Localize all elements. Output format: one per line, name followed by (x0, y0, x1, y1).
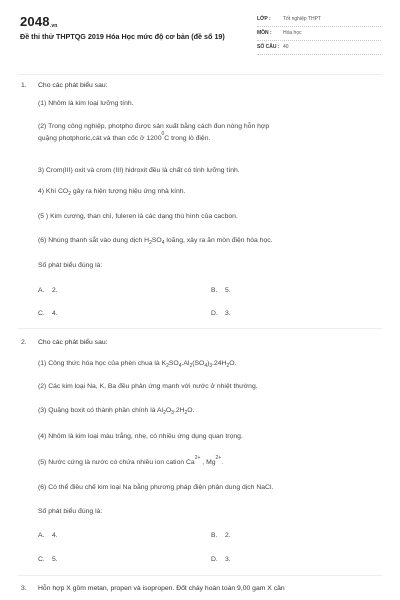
formula-part: O (165, 407, 172, 414)
meta-subject-value: Hóa học (283, 30, 302, 36)
option-letter: B. (211, 287, 218, 294)
statement-5: (5 ) Kim cương, than chì, fuleren là các dạng thù hình của cacbon. (38, 213, 238, 220)
statement-6-mid: SO (151, 237, 162, 244)
formula-part: (SO (192, 360, 205, 367)
option-value: 5. (225, 287, 231, 294)
option-c[interactable] (38, 310, 58, 317)
meta-grade-value: Tốt nghiệp THPT (283, 16, 321, 22)
meta-count-value: 40 (283, 44, 289, 50)
question-divider (18, 575, 382, 576)
option-d[interactable] (211, 310, 231, 317)
formula-part: SO (168, 360, 179, 367)
option-letter: B. (211, 532, 218, 539)
question-number: 1. (21, 82, 27, 89)
option-value: 2. (52, 287, 58, 294)
option-b[interactable] (211, 287, 231, 294)
statement-6 (38, 235, 380, 247)
option-value: 4. (52, 310, 58, 317)
option-c[interactable] (38, 556, 58, 563)
meta-grade (257, 14, 381, 27)
statement-5-post: . (221, 459, 224, 466)
formula-part: .Al (181, 360, 190, 367)
statement-4-pre: 4) Khí CO (38, 188, 69, 195)
option-value: 3. (225, 556, 231, 563)
option-letter: D. (211, 556, 218, 563)
logo-text: 2048 (20, 14, 50, 29)
exam-title: Đề thi thử THPTQG 2019 Hóa Học mức độ cơ bản (đề số 19) (20, 32, 225, 41)
option-b[interactable] (211, 532, 231, 539)
meta-subject (257, 28, 381, 41)
statement-6: (6) Có thể điều chế kim loại Na bằng phương pháp điện phân dung dịch NaCl. (38, 484, 274, 491)
logo-suffix: .vn (49, 23, 58, 29)
formula-part: O. (187, 407, 195, 414)
option-value: 2. (225, 532, 231, 539)
statement-3 (38, 405, 380, 417)
option-letter: A. (38, 532, 45, 539)
question-ask: Số phát biểu đúng là: (38, 262, 103, 269)
exam-header (0, 0, 400, 72)
question-number: 2. (21, 339, 27, 346)
statement-5-mid: , Mg (200, 459, 216, 466)
formula-part: ) (207, 360, 210, 367)
statement-6-pre: (6) Nhúng thanh sắt vào dung dịch H (38, 237, 150, 244)
sub: 2 (189, 363, 193, 369)
option-a[interactable] (38, 287, 58, 294)
header-divider (18, 74, 382, 75)
co2-sub: 2 (68, 191, 71, 197)
question-stem: Cho các phát biểu sau: (38, 339, 108, 346)
sub: 4 (178, 363, 182, 369)
statement-2: (2) Các kim loại Na, K, Ba đều phản ứng mạnh với nước ở nhiệt thường. (38, 383, 258, 390)
statement-2-line2: quặng photphoric,cát và than cốc ở 1200 (38, 135, 162, 143)
option-letter: C. (38, 556, 45, 563)
meta-count-label: SỐ CÂU : (257, 44, 280, 50)
meta-grade-label: LỚP : (257, 16, 271, 22)
option-letter: A. (38, 287, 45, 294)
option-value: 3. (225, 310, 231, 317)
option-d[interactable] (211, 556, 231, 563)
question-stem: Cho các phát biểu sau: (38, 82, 108, 89)
statement-4 (38, 186, 380, 198)
question-stem: Hỗn hợp X gồm metan, propen và isopropen. Đốt cháy hoàn toàn 9,00 gam X cần (38, 585, 285, 592)
statement-3: 3) Crom(III) oxit và crom (III) hidroxit đều là chất có tính lưỡng tính. (38, 167, 240, 174)
sub: 2 (226, 363, 230, 369)
statement-4: (4) Nhôm là kim loại màu trắng, nhẹ, có nhiều ứng dụng quan trọng. (38, 433, 243, 440)
statement-1 (38, 358, 380, 370)
question-ask: Số phát biểu đúng là: (38, 508, 103, 515)
statement-2 (38, 121, 380, 146)
option-letter: C. (38, 310, 45, 317)
degree-sup: 0 (161, 131, 165, 138)
statement-1-pre: (1) Công thức hóa học của phèn chua là K (38, 360, 167, 367)
option-letter: D. (211, 310, 218, 317)
statement-4-post: gây ra hiện tượng hiệu ứng nhà kính. (71, 188, 186, 195)
statement-3-pre: (3) Quặng boxit có thành phần chính là Al (38, 407, 164, 414)
question-divider (18, 328, 382, 329)
sub-b: 4 (161, 240, 165, 246)
statement-2-end: C trong lò điện. (164, 135, 211, 143)
statement-5 (38, 457, 380, 469)
charge-sup: 2+ (215, 455, 222, 461)
question-number: 3. (21, 585, 27, 592)
sub: 3 (171, 410, 174, 416)
statement-6-post: loãng, xảy ra ăn mòn điện hóa học. (164, 237, 273, 244)
meta-count (257, 42, 381, 55)
formula-part: .24H (212, 360, 227, 367)
sub: 2 (184, 410, 188, 416)
meta-subject-label: MÔN : (257, 30, 272, 36)
option-a[interactable] (38, 532, 58, 539)
statement-5-pre: (5) Nước cứng là nước có chứa nhiều ion cation Ca (38, 459, 195, 466)
sub: 3 (209, 363, 213, 369)
option-value: 5. (52, 556, 58, 563)
formula-part: .2H (173, 407, 185, 414)
option-value: 4. (52, 532, 58, 539)
charge-sup: 2+ (194, 455, 201, 461)
sub-a: 2 (149, 240, 152, 246)
sub: 2 (166, 363, 169, 369)
site-logo[interactable] (20, 14, 58, 29)
statement-2-line1: (2) Trong công nghiệp, photpho được sản xuất bằng cách đun nóng hỗn hợp (38, 123, 270, 130)
statement-1: (1) Nhôm là kim loại lưỡng tính. (38, 100, 134, 107)
sub: 4 (204, 363, 208, 369)
formula-part: O. (229, 360, 237, 367)
sub: 2 (163, 410, 166, 416)
